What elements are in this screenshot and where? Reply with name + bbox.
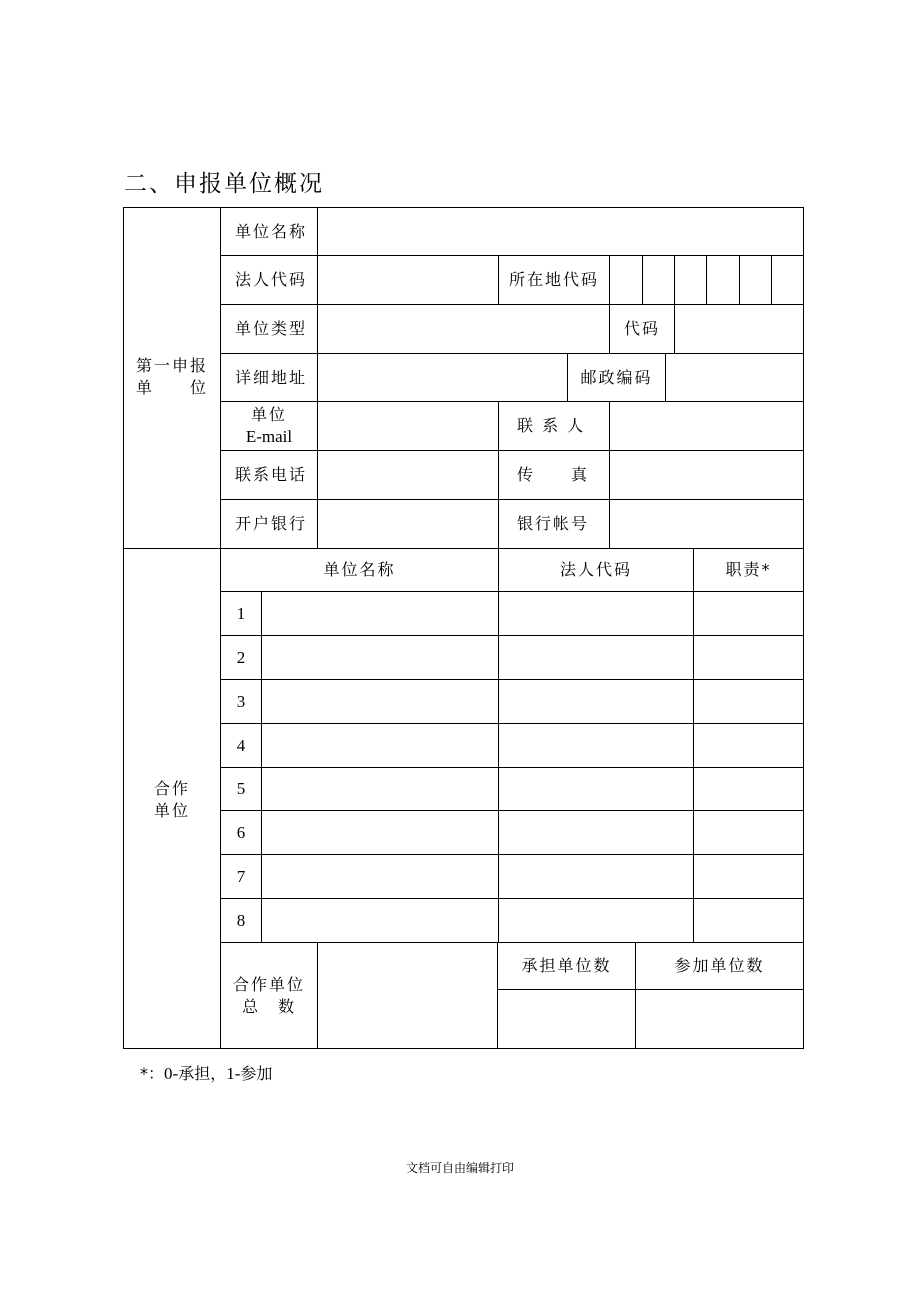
- contact-label: 联 系 人: [517, 416, 586, 435]
- unit-name-field[interactable]: [318, 208, 803, 255]
- partner-total-field[interactable]: [318, 943, 497, 1048]
- unit-name-label: 单位名称: [235, 221, 308, 241]
- postal-code-label: 邮政编码: [580, 367, 653, 387]
- partner-name-field[interactable]: [262, 680, 498, 723]
- partner-legal-code-field[interactable]: [499, 899, 693, 942]
- table-border-left: [123, 207, 124, 1049]
- partner-duty-field[interactable]: [694, 899, 803, 942]
- partner-name-field[interactable]: [262, 811, 498, 854]
- email-field[interactable]: [318, 402, 498, 450]
- partners-group-label-line1: 合作: [153, 779, 190, 798]
- partner-total-label: [221, 943, 317, 1048]
- partner-name-field[interactable]: [262, 724, 498, 767]
- postal-code-field[interactable]: [666, 354, 803, 401]
- location-code-box-5[interactable]: [740, 256, 771, 304]
- partners-group-label-line2: 单位: [153, 801, 190, 820]
- location-code-box-1[interactable]: [610, 256, 642, 304]
- partner-legal-code-field[interactable]: [499, 592, 693, 635]
- partner-legal-code-field[interactable]: [499, 811, 693, 854]
- partner-legal-code-field[interactable]: [499, 768, 693, 810]
- partner-name-field[interactable]: [262, 855, 498, 898]
- bank-label: 开户银行: [235, 514, 308, 533]
- row-number: 1: [236, 603, 246, 623]
- undertake-count-label: 承担单位数: [521, 956, 612, 975]
- partner-name-field[interactable]: [262, 899, 498, 942]
- row-number: 6: [236, 822, 246, 842]
- partner-duty-field[interactable]: [694, 680, 803, 723]
- partner-duty-field[interactable]: [694, 768, 803, 810]
- footnote: [140, 1063, 272, 1085]
- legal-code-field[interactable]: [318, 256, 498, 304]
- table-border-right: [803, 207, 804, 1049]
- row-number: 5: [236, 779, 246, 798]
- row-number: 2: [236, 647, 246, 667]
- code-field[interactable]: [675, 305, 803, 353]
- partner-duty-field[interactable]: [694, 592, 803, 635]
- partner-duty-field[interactable]: [694, 811, 803, 854]
- footnote-code-0: 0-: [164, 1064, 179, 1083]
- bank-account-label: 银行帐号: [517, 514, 590, 533]
- unit-type-field[interactable]: [318, 305, 609, 353]
- row-number: 4: [236, 735, 246, 755]
- col-header-duty: 职责*: [725, 560, 772, 579]
- legal-code-label: 法人代码: [235, 270, 308, 289]
- first-unit-group-label-line1: 第一申报: [135, 356, 208, 375]
- phone-label: 联系电话: [235, 465, 308, 484]
- row-number: 7: [236, 866, 246, 886]
- partner-legal-code-field[interactable]: [499, 680, 693, 723]
- bank-account-field[interactable]: [610, 500, 803, 548]
- address-label: 详细地址: [235, 367, 308, 387]
- partner-legal-code-field[interactable]: [499, 724, 693, 767]
- undertake-count-field[interactable]: [498, 990, 635, 1048]
- email-label-line2: E-mail: [245, 427, 293, 446]
- footnote-code-1: 1-: [226, 1064, 241, 1083]
- first-unit-group-label: [124, 353, 220, 401]
- first-unit-group-label-line2: 单 位: [135, 378, 208, 397]
- address-field[interactable]: [318, 354, 567, 401]
- location-code-label: 所在地代码: [508, 270, 599, 289]
- email-label-line1: 单位: [250, 405, 287, 424]
- participate-count-label: 参加单位数: [674, 956, 765, 975]
- phone-field[interactable]: [318, 451, 498, 499]
- page-footer: 文档可自由编辑打印: [405, 1161, 514, 1175]
- contact-field[interactable]: [610, 402, 803, 450]
- partner-total-label-line2: 总 数: [241, 996, 296, 1016]
- partner-duty-field[interactable]: [694, 636, 803, 679]
- section-title: 二、申报单位概况: [124, 171, 324, 197]
- table-border-bottom: [123, 1048, 804, 1049]
- bank-field[interactable]: [318, 500, 498, 548]
- email-label: [221, 402, 317, 450]
- col-header-unit-name: 单位名称: [323, 560, 396, 579]
- partner-total-label-line1: 合作单位: [232, 974, 305, 994]
- location-code-box-2[interactable]: [643, 256, 674, 304]
- row-number: 3: [236, 691, 246, 711]
- participate-count-field[interactable]: [636, 990, 803, 1048]
- location-code-box-6[interactable]: [772, 256, 803, 304]
- footnote-participate: 参加: [240, 1064, 273, 1083]
- fax-label: 传 真: [517, 465, 590, 484]
- fax-field[interactable]: [610, 451, 803, 499]
- partner-duty-field[interactable]: [694, 724, 803, 767]
- row-number: 8: [236, 910, 246, 930]
- partner-legal-code-field[interactable]: [499, 855, 693, 898]
- location-code-box-4[interactable]: [707, 256, 739, 304]
- partner-name-field[interactable]: [262, 768, 498, 810]
- footnote-undertake: 承担，: [178, 1064, 227, 1083]
- partners-group-label: [124, 775, 220, 825]
- code-label: 代码: [623, 319, 660, 338]
- footnote-star: *：: [140, 1064, 165, 1083]
- partner-name-field[interactable]: [262, 636, 498, 679]
- location-code-box-3[interactable]: [675, 256, 706, 304]
- partner-legal-code-field[interactable]: [499, 636, 693, 679]
- col-header-legal-code: 法人代码: [559, 560, 632, 579]
- partner-duty-field[interactable]: [694, 855, 803, 898]
- unit-type-label: 单位类型: [235, 319, 308, 338]
- partner-name-field[interactable]: [262, 592, 498, 635]
